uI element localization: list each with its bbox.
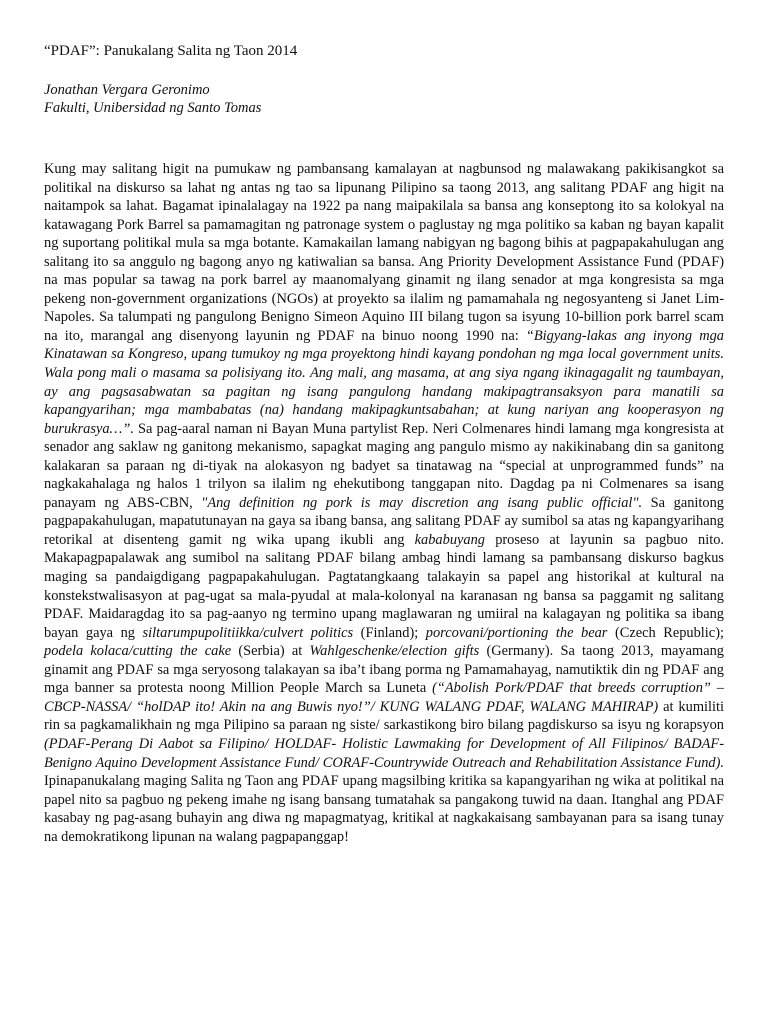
paragraph-segment-italic: Wahlgeschenke/election gifts bbox=[309, 643, 480, 660]
paragraph-segment: Sa ganitong pagpapakahulugan, mapatutunayan na gaya sa ibang bansa, ang salitang PDAF ay sumibol sa atas ng kapangyarihang retorikal at disenteng gamit ng wika upang ikubli ang bbox=[44, 494, 724, 548]
paragraph-segment-italic: “Bigyang-lakas ang inyong mga Kinatawan sa Kongreso, upang tumukoy ng mga proyektong hindi kayang pondohan ng mga local government units. Wala pong mali o masama sa polisiyang ito. Ang mali, ang masama, at ang siya ngang ikinagagalit ng taumbayan, ay ang pagsasabwatan sa pagitan ng isang pangulong handang makipagtransaksyon para manatili sa kapangyarihan; mga mambabatas (na) handang makipagkuntsabahan; at kung nariyan ang kooperasyon ng burukrasya…”. bbox=[44, 327, 724, 437]
paragraph-segment-italic: (PDAF-Perang Di Aabot sa Filipino/ HOLDAF- Holistic Lawmaking for Development of All Filipinos/ BADAF-Benigno Aquino Development Assistance Fund/ CORAF-Countrywide Outreach and Rehabilitation Assistance Fund). bbox=[44, 735, 724, 771]
author-affiliation: Fakulti, Unibersidad ng Santo Tomas bbox=[44, 100, 262, 116]
paragraph-segment: (Germany). Sa taong 2013, mayamang ginamit ang PDAF sa mga seryosong talakayan sa iba’t ibang porma ng Pamamahayag, namutiktik din ng PDAF ang mga banner sa protesta noong Million People March sa Luneta bbox=[44, 643, 724, 697]
paragraph-segment-italic: siltarumpupolitiikka/culvert politics bbox=[142, 624, 354, 641]
paragraph-segment-italic: kababuyang bbox=[414, 531, 485, 548]
paragraph-segment: at kumiliti rin sa pagkamalikhain ng mga Pilipino sa paraan ng siste/ sarkastikong biro bilang pagdiskurso sa isyu ng korapsyon bbox=[44, 698, 725, 734]
paragraph-segment-italic: (“Abolish Pork/PDAF that breeds corruption” – CBCP-NASSA/ “holDAP ito! Akin na ang Buwis nyo!”/ KUNG WALANG PDAF, WALANG MAHIRAP) bbox=[44, 680, 724, 715]
author-name: Jonathan Vergara Geronimo bbox=[44, 82, 210, 98]
paragraph-segment: (Serbia) at bbox=[231, 643, 310, 660]
paragraph-segment-italic: "Ang definition ng pork is may discretion ang isang public official". bbox=[201, 494, 643, 511]
body-paragraph bbox=[44, 160, 724, 846]
paragraph-segment: (Finland); bbox=[353, 624, 426, 641]
author-block bbox=[44, 81, 724, 117]
paragraph-segment: (Czech Republic); bbox=[607, 624, 724, 641]
paragraph-segment: Kung may salitang higit na pumukaw ng pambansang kamalayan at nagbunsod ng malawakang pakikisangkot sa politikal na diskurso sa lahat ng antas ng tao sa lipunang Pilipino sa taong 2013, ang salitang PDAF ang higit na naitampok sa lahat. Bagamat ipinalalagay na 1922 pa nang maipakilala sa bansa ang konseptong ito sa kolokyal na katawagang Pork Barrel sa pamamagitan ng patronage system o paglustay ng mga politiko sa kaban ng bayan kapalit ng suportang politikal mula sa mga botante. Kamakailan lamang nabigyan ng bagong bihis at pagpapakahulugan ang salitang ito sa anggulo ng bagong anyo ng katiwalian sa bansa. Ang Priority Development Assistance Fund (PDAF) na mas popular sa tawag na pork barrel ay maanomalyang ginamit ng ilang senador at mga kongresista sa mga pekeng non-government organizations (NGOs) at proyekto sa ilalim ng pamamahala ng negosyanteng si Janet Lim-Napoles. Sa talumpati ng pangulong Benigno Simeon Aquino III bilang tugon sa isyung 10-billion pork barrel scam na ito, marangal ang disenyong layunin ng PDAF na binuo noong 1990 na: bbox=[44, 161, 724, 344]
document-title: “PDAF”: Panukalang Salita ng Taon 2014 bbox=[44, 43, 298, 59]
paragraph-segment-italic: podela kolaca/cutting the cake bbox=[44, 643, 232, 660]
paragraph-segment: Sa pag-aaral naman ni Bayan Muna partylist Rep. Neri Colmenares hindi lamang mga kongresista at senador ang saklaw ng ganitong mekanismo, sapagkat maging ang pangulo mismo ay nakikinabang din sa ganitong kalakaran sa paraan ng di-tiyak na alokasyon ng badyet sa tinatawag na “special at unprogrammed funds” na nagkakahalaga ng halos 1 trilyon sa ilalim ng ehekutibong tanggapan nito. Dagdag pa ni Colmenares sa isang panayam ng ABS-CBN, bbox=[44, 420, 724, 511]
paragraph-segment: proseso at layunin sa pagbuo nito. Makapagpapalawak ang sumibol na salitang PDAF bilang ambag hindi lamang sa pambansang diskurso bagkus maging sa pandaigdigang pagpapakahulugan. Pagtatangkaang talakayin sa papel ang historikal at kultural na konstekstwalisasyon at pag-ugat sa mala-pyudal at mala-kolonyal na karanasan ng bansa sa paggamit ng salitang PDAF. Maidaragdag ito sa pag-aanyo ng termino upang maglawaran ng umiiral na kalagayan ng politika sa ibang bayan gaya ng bbox=[44, 531, 724, 641]
paragraph-segment: Ipinapanukalang maging Salita ng Taon ang PDAF upang magsilbing kritika sa kapangyarihan ng wika at politikal na papel nito sa pagbuo ng pekeng imahe ng isang bansang tumatahak sa pangakong tuwid na daan. Itanghal ang PDAF kasabay ng pag-asang buhayin ang diwa ng mapagmatyag, kritikal at nagkakaisang sambayanan para sa isang tunay na demokratikong lipunan na walang pagpapanggap! bbox=[44, 773, 724, 845]
paragraph-segment-italic: porcovani/portioning the bear bbox=[425, 624, 608, 641]
